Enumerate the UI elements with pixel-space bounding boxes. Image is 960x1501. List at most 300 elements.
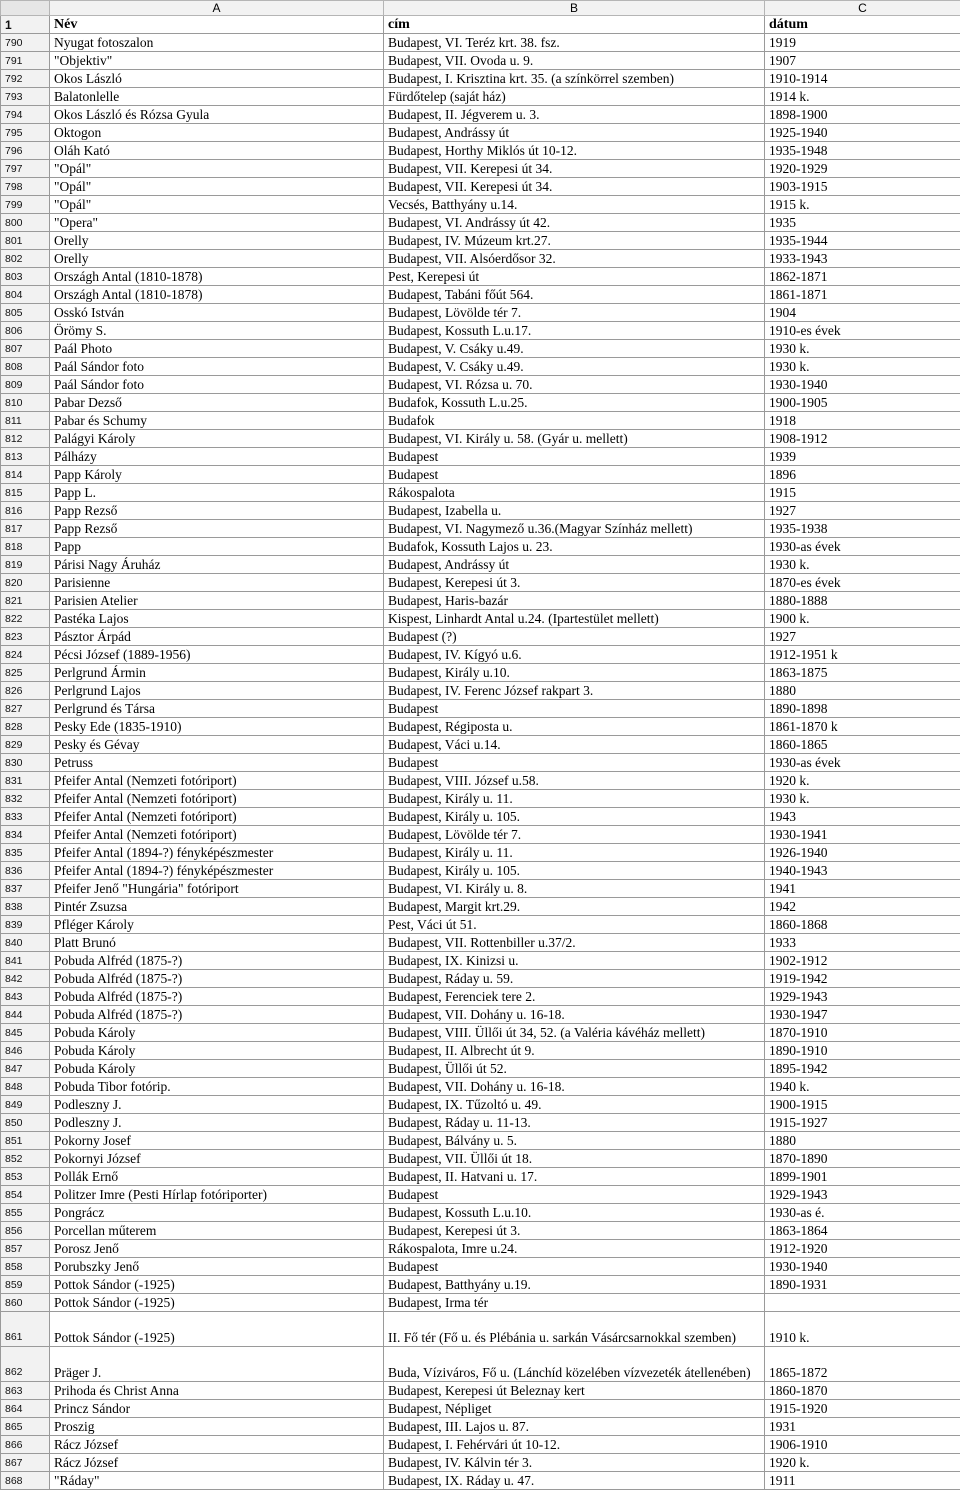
date-cell[interactable]: 1896 xyxy=(765,466,960,484)
row-number[interactable]: 822 xyxy=(1,610,50,628)
name-cell[interactable]: Pfeifer Jenő "Hungária" fotóriport xyxy=(50,880,384,898)
date-cell[interactable]: 1941 xyxy=(765,880,960,898)
name-cell[interactable]: Pottok Sándor (-1925) xyxy=(50,1312,384,1347)
address-cell[interactable]: Budapest, Bálvány u. 5. xyxy=(384,1132,765,1150)
date-cell[interactable]: 1931 xyxy=(765,1418,960,1436)
address-cell[interactable]: Budapest, Király u. 11. xyxy=(384,844,765,862)
row-number[interactable]: 837 xyxy=(1,880,50,898)
date-cell[interactable]: 1926-1940 xyxy=(765,844,960,862)
row-number[interactable]: 792 xyxy=(1,70,50,88)
address-cell[interactable]: Budapest, II. Hatvani u. 17. xyxy=(384,1168,765,1186)
date-cell[interactable]: 1908-1912 xyxy=(765,430,960,448)
name-cell[interactable]: Pottok Sándor (-1925) xyxy=(50,1276,384,1294)
address-cell[interactable]: II. Fő tér (Fő u. és Plébánia u. sarkán Vásárcsarnokkal szemben) xyxy=(384,1312,765,1347)
address-cell[interactable]: Budapest, VII. Kerepesi út 34. xyxy=(384,178,765,196)
address-cell[interactable]: Budapest, Irma tér xyxy=(384,1294,765,1312)
name-cell[interactable]: "Opál" xyxy=(50,196,384,214)
address-cell[interactable]: Budapest, VII. Ovoda u. 9. xyxy=(384,52,765,70)
row-number[interactable]: 791 xyxy=(1,52,50,70)
address-cell[interactable]: Budapest xyxy=(384,1186,765,1204)
address-cell[interactable]: Budapest, Ferenciek tere 2. xyxy=(384,988,765,1006)
date-cell[interactable] xyxy=(765,1294,960,1312)
address-cell[interactable]: Budapest, VI. Király u. 8. xyxy=(384,880,765,898)
name-cell[interactable]: Nyugat fotoszalon xyxy=(50,34,384,52)
address-cell[interactable]: Budapest, VIII. József u.58. xyxy=(384,772,765,790)
address-cell[interactable]: Budapest, Régiposta u. xyxy=(384,718,765,736)
row-number[interactable]: 829 xyxy=(1,736,50,754)
date-cell[interactable]: 1927 xyxy=(765,628,960,646)
address-cell[interactable]: Budapest xyxy=(384,700,765,718)
date-cell[interactable]: 1890-1898 xyxy=(765,700,960,718)
row-number[interactable]: 839 xyxy=(1,916,50,934)
row-number[interactable]: 830 xyxy=(1,754,50,772)
row-number[interactable]: 845 xyxy=(1,1024,50,1042)
address-cell[interactable]: Budapest (?) xyxy=(384,628,765,646)
address-cell[interactable]: Budapest, V. Csáky u.49. xyxy=(384,340,765,358)
name-cell[interactable]: Pfeifer Antal (Nemzeti fotóriport) xyxy=(50,826,384,844)
address-cell[interactable]: Budafok, Kossuth Lajos u. 23. xyxy=(384,538,765,556)
row-number[interactable]: 840 xyxy=(1,934,50,952)
date-cell[interactable]: 1930-as é. xyxy=(765,1204,960,1222)
name-cell[interactable]: Pongrácz xyxy=(50,1204,384,1222)
name-cell[interactable]: "Opál" xyxy=(50,178,384,196)
date-cell[interactable]: 1943 xyxy=(765,808,960,826)
date-cell[interactable]: 1930-as évek xyxy=(765,754,960,772)
address-cell[interactable]: Budapest xyxy=(384,1258,765,1276)
row-number[interactable]: 850 xyxy=(1,1114,50,1132)
row-number[interactable]: 868 xyxy=(1,1472,50,1490)
address-cell[interactable]: Budapest, VII. Dohány u. 16-18. xyxy=(384,1078,765,1096)
row-number[interactable]: 835 xyxy=(1,844,50,862)
address-cell[interactable]: Pest, Kerepesi út xyxy=(384,268,765,286)
address-cell[interactable]: Budapest, V. Csáky u.49. xyxy=(384,358,765,376)
row-number[interactable]: 860 xyxy=(1,1294,50,1312)
name-cell[interactable]: Pabar Dezső xyxy=(50,394,384,412)
date-cell[interactable]: 1935-1944 xyxy=(765,232,960,250)
row-number[interactable]: 805 xyxy=(1,304,50,322)
date-cell[interactable]: 1910-1914 xyxy=(765,70,960,88)
address-cell[interactable]: Budapest, VII. Alsóerdősor 32. xyxy=(384,250,765,268)
name-cell[interactable]: Porubszky Jenő xyxy=(50,1258,384,1276)
address-cell[interactable]: Budapest, Király u. 105. xyxy=(384,862,765,880)
header-name-cell[interactable]: Név xyxy=(50,16,384,34)
row-number[interactable]: 820 xyxy=(1,574,50,592)
address-cell[interactable]: Budapest, IV. Kígyó u.6. xyxy=(384,646,765,664)
row-number[interactable]: 790 xyxy=(1,34,50,52)
row-number[interactable]: 854 xyxy=(1,1186,50,1204)
address-cell[interactable]: Budapest, VI. Teréz krt. 38. fsz. xyxy=(384,34,765,52)
name-cell[interactable]: Orelly xyxy=(50,250,384,268)
date-cell[interactable]: 1935 xyxy=(765,214,960,232)
row-number[interactable]: 832 xyxy=(1,790,50,808)
address-cell[interactable]: Budapest, VII. Dohány u. 16-18. xyxy=(384,1006,765,1024)
date-cell[interactable]: 1930 k. xyxy=(765,340,960,358)
date-cell[interactable]: 1929-1943 xyxy=(765,988,960,1006)
name-cell[interactable]: Pastéka Lajos xyxy=(50,610,384,628)
address-cell[interactable]: Budapest, Kerepesi út 3. xyxy=(384,574,765,592)
name-cell[interactable]: Paál Sándor foto xyxy=(50,358,384,376)
date-cell[interactable]: 1915 k. xyxy=(765,196,960,214)
date-cell[interactable]: 1930 k. xyxy=(765,358,960,376)
row-number[interactable]: 861 xyxy=(1,1312,50,1347)
row-number[interactable]: 794 xyxy=(1,106,50,124)
row-number[interactable]: 856 xyxy=(1,1222,50,1240)
address-cell[interactable]: Budapest, Király u. 11. xyxy=(384,790,765,808)
date-cell[interactable]: 1870-1890 xyxy=(765,1150,960,1168)
date-cell[interactable]: 1899-1901 xyxy=(765,1168,960,1186)
row-number[interactable]: 833 xyxy=(1,808,50,826)
name-cell[interactable]: Paál Photo xyxy=(50,340,384,358)
row-number[interactable]: 826 xyxy=(1,682,50,700)
name-cell[interactable]: Petruss xyxy=(50,754,384,772)
date-cell[interactable]: 1912-1920 xyxy=(765,1240,960,1258)
address-cell[interactable]: Kispest, Linhardt Antal u.24. (Ipartestület mellett) xyxy=(384,610,765,628)
date-cell[interactable]: 1900-1905 xyxy=(765,394,960,412)
address-cell[interactable]: Buda, Víziváros, Fő u. (Lánchíd közelében vízvezeték átellenében) xyxy=(384,1347,765,1382)
date-cell[interactable]: 1933 xyxy=(765,934,960,952)
row-number[interactable]: 853 xyxy=(1,1168,50,1186)
address-cell[interactable]: Budapest, VIII. Üllői út 34, 52. (a Valéria kávéház mellett) xyxy=(384,1024,765,1042)
row-number[interactable]: 809 xyxy=(1,376,50,394)
date-cell[interactable]: 1930-1940 xyxy=(765,376,960,394)
date-cell[interactable]: 1920 k. xyxy=(765,772,960,790)
row-number[interactable]: 811 xyxy=(1,412,50,430)
address-cell[interactable]: Vecsés, Batthyány u.14. xyxy=(384,196,765,214)
date-cell[interactable]: 1906-1910 xyxy=(765,1436,960,1454)
name-cell[interactable]: Pintér Zsuzsa xyxy=(50,898,384,916)
date-cell[interactable]: 1930-1940 xyxy=(765,1258,960,1276)
name-cell[interactable]: Pfléger Károly xyxy=(50,916,384,934)
name-cell[interactable]: Okos László és Rózsa Gyula xyxy=(50,106,384,124)
row-number[interactable]: 816 xyxy=(1,502,50,520)
row-number[interactable]: 813 xyxy=(1,448,50,466)
name-cell[interactable]: Rácz József xyxy=(50,1454,384,1472)
row-number[interactable]: 808 xyxy=(1,358,50,376)
date-cell[interactable]: 1861-1871 xyxy=(765,286,960,304)
row-number[interactable]: 859 xyxy=(1,1276,50,1294)
row-number[interactable]: 797 xyxy=(1,160,50,178)
name-cell[interactable]: "Opál" xyxy=(50,160,384,178)
address-cell[interactable]: Budapest, Andrássy út xyxy=(384,556,765,574)
address-cell[interactable]: Budapest, VI. Király u. 58. (Gyár u. mellett) xyxy=(384,430,765,448)
row-number[interactable]: 836 xyxy=(1,862,50,880)
name-cell[interactable]: Pobuda Alfréd (1875-?) xyxy=(50,988,384,1006)
address-cell[interactable]: Budapest, IX. Tűzoltó u. 49. xyxy=(384,1096,765,1114)
name-cell[interactable]: Rácz József xyxy=(50,1436,384,1454)
name-cell[interactable]: Prihoda és Christ Anna xyxy=(50,1382,384,1400)
address-cell[interactable]: Budapest, III. Lajos u. 87. xyxy=(384,1418,765,1436)
date-cell[interactable]: 1902-1912 xyxy=(765,952,960,970)
address-cell[interactable]: Budapest, Lövölde tér 7. xyxy=(384,826,765,844)
column-header-a[interactable]: A xyxy=(50,1,384,16)
name-cell[interactable]: Parisien Atelier xyxy=(50,592,384,610)
address-cell[interactable]: Budapest, I. Krisztina krt. 35. (a színkörrel szemben) xyxy=(384,70,765,88)
date-cell[interactable]: 1870-1910 xyxy=(765,1024,960,1042)
address-cell[interactable]: Budapest, IV. Kálvin tér 3. xyxy=(384,1454,765,1472)
address-cell[interactable]: Pest, Váci út 51. xyxy=(384,916,765,934)
row-number[interactable]: 799 xyxy=(1,196,50,214)
date-cell[interactable]: 1861-1870 k xyxy=(765,718,960,736)
name-cell[interactable]: Parisienne xyxy=(50,574,384,592)
name-cell[interactable]: Oláh Kató xyxy=(50,142,384,160)
name-cell[interactable]: Platt Brunó xyxy=(50,934,384,952)
name-cell[interactable]: Papp xyxy=(50,538,384,556)
date-cell[interactable]: 1914 k. xyxy=(765,88,960,106)
date-cell[interactable]: 1860-1865 xyxy=(765,736,960,754)
name-cell[interactable]: Pfeifer Antal (1894-?) fényképészmester xyxy=(50,844,384,862)
row-number[interactable]: 807 xyxy=(1,340,50,358)
name-cell[interactable]: Papp Rezső xyxy=(50,502,384,520)
date-cell[interactable]: 1895-1942 xyxy=(765,1060,960,1078)
name-cell[interactable]: Proszig xyxy=(50,1418,384,1436)
address-cell[interactable]: Budapest, Horthy Miklós út 10-12. xyxy=(384,142,765,160)
address-cell[interactable]: Budapest, Kerepesi út 3. xyxy=(384,1222,765,1240)
address-cell[interactable]: Budapest, Kossuth L.u.10. xyxy=(384,1204,765,1222)
date-cell[interactable]: 1870-es évek xyxy=(765,574,960,592)
address-cell[interactable]: Budapest, VII. Kerepesi út 34. xyxy=(384,160,765,178)
date-cell[interactable]: 1915-1920 xyxy=(765,1400,960,1418)
name-cell[interactable]: Pfeifer Antal (Nemzeti fotóriport) xyxy=(50,772,384,790)
name-cell[interactable]: Pálházy xyxy=(50,448,384,466)
date-cell[interactable]: 1862-1871 xyxy=(765,268,960,286)
row-number[interactable]: 803 xyxy=(1,268,50,286)
address-cell[interactable]: Budapest, VII. Rottenbiller u.37/2. xyxy=(384,934,765,952)
date-cell[interactable]: 1890-1931 xyxy=(765,1276,960,1294)
row-number[interactable]: 825 xyxy=(1,664,50,682)
date-cell[interactable]: 1929-1943 xyxy=(765,1186,960,1204)
address-cell[interactable]: Budapest, II. Jégverem u. 3. xyxy=(384,106,765,124)
date-cell[interactable]: 1890-1910 xyxy=(765,1042,960,1060)
name-cell[interactable]: Pesky és Gévay xyxy=(50,736,384,754)
row-number[interactable]: 862 xyxy=(1,1347,50,1382)
row-number[interactable]: 863 xyxy=(1,1382,50,1400)
address-cell[interactable]: Budapest, Ráday u. 59. xyxy=(384,970,765,988)
row-number[interactable]: 846 xyxy=(1,1042,50,1060)
date-cell[interactable]: 1860-1868 xyxy=(765,916,960,934)
date-cell[interactable]: 1863-1864 xyxy=(765,1222,960,1240)
name-cell[interactable]: Perlgrund és Társa xyxy=(50,700,384,718)
row-number[interactable]: 852 xyxy=(1,1150,50,1168)
date-cell[interactable]: 1863-1875 xyxy=(765,664,960,682)
name-cell[interactable]: "Ráday" xyxy=(50,1472,384,1490)
name-cell[interactable]: Pécsi József (1889-1956) xyxy=(50,646,384,664)
date-cell[interactable]: 1930-as évek xyxy=(765,538,960,556)
address-cell[interactable]: Budapest, VI. Rózsa u. 70. xyxy=(384,376,765,394)
row-number[interactable]: 819 xyxy=(1,556,50,574)
name-cell[interactable]: Pabar és Schumy xyxy=(50,412,384,430)
date-cell[interactable]: 1903-1915 xyxy=(765,178,960,196)
address-cell[interactable]: Budapest, Margit krt.29. xyxy=(384,898,765,916)
row-number[interactable]: 857 xyxy=(1,1240,50,1258)
name-cell[interactable]: Pesky Ede (1835-1910) xyxy=(50,718,384,736)
row-number[interactable]: 804 xyxy=(1,286,50,304)
row-number[interactable]: 823 xyxy=(1,628,50,646)
row-number[interactable]: 828 xyxy=(1,718,50,736)
date-cell[interactable]: 1907 xyxy=(765,52,960,70)
name-cell[interactable]: Pobuda Alfréd (1875-?) xyxy=(50,952,384,970)
address-cell[interactable]: Rákospalota, Imre u.24. xyxy=(384,1240,765,1258)
address-cell[interactable]: Budapest xyxy=(384,448,765,466)
address-cell[interactable]: Budapest, II. Albrecht út 9. xyxy=(384,1042,765,1060)
name-cell[interactable]: Párisi Nagy Áruház xyxy=(50,556,384,574)
name-cell[interactable]: Paál Sándor foto xyxy=(50,376,384,394)
row-number[interactable]: 831 xyxy=(1,772,50,790)
name-cell[interactable]: Politzer Imre (Pesti Hírlap fotóriporter) xyxy=(50,1186,384,1204)
row-number[interactable]: 851 xyxy=(1,1132,50,1150)
row-number[interactable]: 848 xyxy=(1,1078,50,1096)
date-cell[interactable]: 1910 k. xyxy=(765,1312,960,1347)
date-cell[interactable]: 1940 k. xyxy=(765,1078,960,1096)
row-number[interactable]: 842 xyxy=(1,970,50,988)
address-cell[interactable]: Budapest, Andrássy út xyxy=(384,124,765,142)
address-cell[interactable]: Budapest, Kossuth L.u.17. xyxy=(384,322,765,340)
address-cell[interactable]: Budapest, Kerepesi út Beleznay kert xyxy=(384,1382,765,1400)
row-number[interactable]: 1 xyxy=(1,16,50,34)
name-cell[interactable]: Országh Antal (1810-1878) xyxy=(50,286,384,304)
address-cell[interactable]: Fürdőtelep (saját ház) xyxy=(384,88,765,106)
date-cell[interactable]: 1930-1947 xyxy=(765,1006,960,1024)
row-number[interactable]: 810 xyxy=(1,394,50,412)
name-cell[interactable]: Pobuda Alfréd (1875-?) xyxy=(50,1006,384,1024)
name-cell[interactable]: Pokorny Josef xyxy=(50,1132,384,1150)
address-cell[interactable]: Budapest, Tabáni főút 564. xyxy=(384,286,765,304)
row-number[interactable]: 806 xyxy=(1,322,50,340)
row-number[interactable]: 815 xyxy=(1,484,50,502)
address-cell[interactable]: Budapest, Lövölde tér 7. xyxy=(384,304,765,322)
date-cell[interactable]: 1915-1927 xyxy=(765,1114,960,1132)
date-cell[interactable]: 1939 xyxy=(765,448,960,466)
header-address-cell[interactable]: cím xyxy=(384,16,765,34)
address-cell[interactable]: Budapest, IV. Ferenc József rakpart 3. xyxy=(384,682,765,700)
date-cell[interactable]: 1935-1938 xyxy=(765,520,960,538)
row-number[interactable]: 847 xyxy=(1,1060,50,1078)
row-number[interactable]: 865 xyxy=(1,1418,50,1436)
name-cell[interactable]: Papp Rezső xyxy=(50,520,384,538)
address-cell[interactable]: Rákospalota xyxy=(384,484,765,502)
row-number[interactable]: 866 xyxy=(1,1436,50,1454)
row-number[interactable]: 838 xyxy=(1,898,50,916)
date-cell[interactable]: 1927 xyxy=(765,502,960,520)
row-number[interactable]: 824 xyxy=(1,646,50,664)
address-cell[interactable]: Budapest, Üllői út 52. xyxy=(384,1060,765,1078)
row-number[interactable]: 843 xyxy=(1,988,50,1006)
name-cell[interactable]: Pobuda Károly xyxy=(50,1024,384,1042)
address-cell[interactable]: Budapest xyxy=(384,754,765,772)
name-cell[interactable]: Pfeifer Antal (Nemzeti fotóriport) xyxy=(50,790,384,808)
header-date-cell[interactable]: dátum xyxy=(765,16,960,34)
date-cell[interactable]: 1880-1888 xyxy=(765,592,960,610)
name-cell[interactable]: Podleszny J. xyxy=(50,1096,384,1114)
select-all-corner[interactable] xyxy=(1,1,50,16)
date-cell[interactable]: 1910-es évek xyxy=(765,322,960,340)
date-cell[interactable]: 1915 xyxy=(765,484,960,502)
date-cell[interactable]: 1865-1872 xyxy=(765,1347,960,1382)
address-cell[interactable]: Budapest, Király u.10. xyxy=(384,664,765,682)
date-cell[interactable]: 1920-1929 xyxy=(765,160,960,178)
address-cell[interactable]: Budapest, IX. Ráday u. 47. xyxy=(384,1472,765,1490)
row-number[interactable]: 798 xyxy=(1,178,50,196)
date-cell[interactable]: 1930 k. xyxy=(765,790,960,808)
name-cell[interactable]: Pobuda Károly xyxy=(50,1060,384,1078)
name-cell[interactable]: Pobuda Alfréd (1875-?) xyxy=(50,970,384,988)
row-number[interactable]: 801 xyxy=(1,232,50,250)
address-cell[interactable]: Budapest, Váci u.14. xyxy=(384,736,765,754)
date-cell[interactable]: 1880 xyxy=(765,1132,960,1150)
name-cell[interactable]: "Opera" xyxy=(50,214,384,232)
row-number[interactable]: 867 xyxy=(1,1454,50,1472)
date-cell[interactable]: 1900 k. xyxy=(765,610,960,628)
date-cell[interactable]: 1940-1943 xyxy=(765,862,960,880)
date-cell[interactable]: 1898-1900 xyxy=(765,106,960,124)
name-cell[interactable]: Pobuda Károly xyxy=(50,1042,384,1060)
address-cell[interactable]: Budafok, Kossuth L.u.25. xyxy=(384,394,765,412)
date-cell[interactable]: 1920 k. xyxy=(765,1454,960,1472)
row-number[interactable]: 855 xyxy=(1,1204,50,1222)
row-number[interactable]: 814 xyxy=(1,466,50,484)
address-cell[interactable]: Budapest xyxy=(384,466,765,484)
name-cell[interactable]: "Objektiv" xyxy=(50,52,384,70)
row-number[interactable]: 849 xyxy=(1,1096,50,1114)
row-number[interactable]: 841 xyxy=(1,952,50,970)
date-cell[interactable]: 1912-1951 k xyxy=(765,646,960,664)
date-cell[interactable]: 1930-1941 xyxy=(765,826,960,844)
row-number[interactable]: 821 xyxy=(1,592,50,610)
row-number[interactable]: 858 xyxy=(1,1258,50,1276)
row-number[interactable]: 795 xyxy=(1,124,50,142)
column-header-b[interactable]: B xyxy=(384,1,765,16)
date-cell[interactable]: 1880 xyxy=(765,682,960,700)
name-cell[interactable]: Perlgrund Ármin xyxy=(50,664,384,682)
row-number[interactable]: 817 xyxy=(1,520,50,538)
column-header-c[interactable]: C xyxy=(765,1,960,16)
date-cell[interactable]: 1942 xyxy=(765,898,960,916)
date-cell[interactable]: 1860-1870 xyxy=(765,1382,960,1400)
row-number[interactable]: 802 xyxy=(1,250,50,268)
name-cell[interactable]: Porosz Jenő xyxy=(50,1240,384,1258)
name-cell[interactable]: Balatonlelle xyxy=(50,88,384,106)
date-cell[interactable]: 1919-1942 xyxy=(765,970,960,988)
date-cell[interactable]: 1918 xyxy=(765,412,960,430)
name-cell[interactable]: Papp Károly xyxy=(50,466,384,484)
date-cell[interactable]: 1935-1948 xyxy=(765,142,960,160)
row-number[interactable]: 793 xyxy=(1,88,50,106)
address-cell[interactable]: Budapest, Batthyány u.19. xyxy=(384,1276,765,1294)
name-cell[interactable]: Örömy S. xyxy=(50,322,384,340)
row-number[interactable]: 864 xyxy=(1,1400,50,1418)
address-cell[interactable]: Budapest, Izabella u. xyxy=(384,502,765,520)
address-cell[interactable]: Budapest, Népliget xyxy=(384,1400,765,1418)
date-cell[interactable]: 1933-1943 xyxy=(765,250,960,268)
address-cell[interactable]: Budapest, IV. Múzeum krt.27. xyxy=(384,232,765,250)
address-cell[interactable]: Budafok xyxy=(384,412,765,430)
name-cell[interactable]: Princz Sándor xyxy=(50,1400,384,1418)
name-cell[interactable]: Perlgrund Lajos xyxy=(50,682,384,700)
name-cell[interactable]: Palágyi Károly xyxy=(50,430,384,448)
address-cell[interactable]: Budapest, VII. Üllői út 18. xyxy=(384,1150,765,1168)
name-cell[interactable]: Országh Antal (1810-1878) xyxy=(50,268,384,286)
name-cell[interactable]: Pottok Sándor (-1925) xyxy=(50,1294,384,1312)
name-cell[interactable]: Pásztor Árpád xyxy=(50,628,384,646)
name-cell[interactable]: Oktogon xyxy=(50,124,384,142)
address-cell[interactable]: Budapest, Haris-bazár xyxy=(384,592,765,610)
name-cell[interactable]: Pfeifer Antal (Nemzeti fotóriport) xyxy=(50,808,384,826)
name-cell[interactable]: Podleszny J. xyxy=(50,1114,384,1132)
name-cell[interactable]: Präger J. xyxy=(50,1347,384,1382)
name-cell[interactable]: Pokornyi József xyxy=(50,1150,384,1168)
name-cell[interactable]: Pfeifer Antal (1894-?) fényképészmester xyxy=(50,862,384,880)
row-number[interactable]: 834 xyxy=(1,826,50,844)
address-cell[interactable]: Budapest, Ráday u. 11-13. xyxy=(384,1114,765,1132)
